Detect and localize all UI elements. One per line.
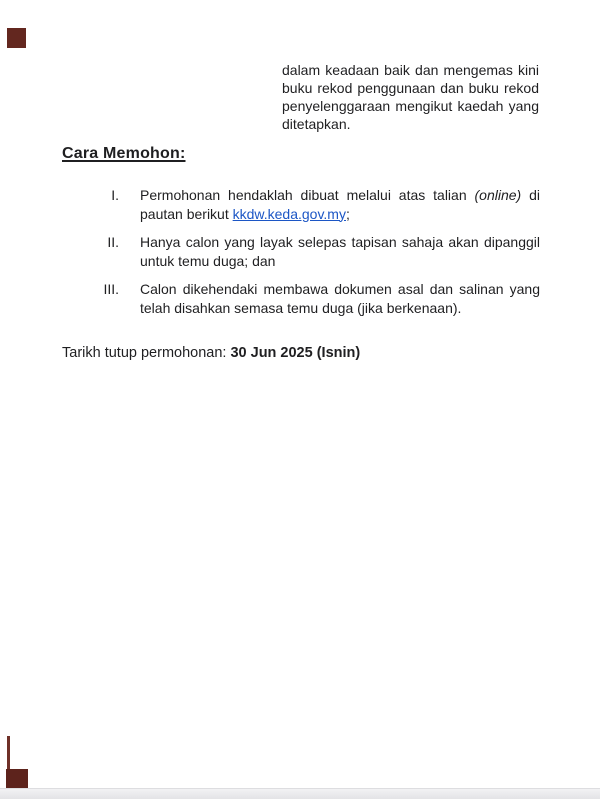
list-item — [95, 186, 540, 223]
item1-text-pre: Permohonan hendaklah dibuat melalui atas talian — [140, 187, 475, 203]
paragraph-line: penyelenggaraan mengikut kaedah yang — [282, 98, 539, 114]
section-heading: Cara Memohon: — [62, 145, 186, 162]
numbered-list — [95, 186, 540, 327]
closing-date-bold: 30 Jun 2025 (Isnin) — [230, 345, 361, 361]
list-item-text — [140, 186, 540, 223]
list-item-line — [140, 205, 540, 224]
kkdw-keda-link[interactable]: kkdw.keda.gov.my — [232, 205, 346, 222]
list-item-numeral: III. — [103, 281, 119, 297]
list-item-text — [140, 233, 540, 270]
paragraph-line: buku rekod penggunaan dan buku rekod — [282, 80, 539, 96]
list-item-numeral: II. — [107, 234, 119, 250]
list-item — [95, 280, 540, 317]
viewer-bottom-bar — [0, 788, 600, 799]
scan-artifact-top-left-mark — [7, 28, 26, 48]
item1-line2-pre: pautan berikut — [140, 205, 233, 222]
list-item-line: untuk temu duga; dan — [140, 252, 276, 269]
closing-label: Tarikh tutup permohonan: — [62, 345, 231, 361]
list-item — [95, 233, 540, 270]
item1-line2-post: ; — [345, 205, 350, 222]
list-item-line: Calon dikehendaki membawa dokumen asal dan salinan yang — [140, 281, 540, 297]
list-item-line: Hanya calon yang layak selepas tapisan sahaja akan dipanggil — [140, 234, 540, 250]
list-item-numeral: I. — [111, 187, 119, 203]
list-item-line: telah disahkan semasa temu duga (jika berkenaan). — [140, 299, 462, 316]
scan-artifact-left-edge-line — [7, 736, 10, 772]
paragraph-line: dalam keadaan baik dan mengemas kini — [282, 62, 539, 78]
continuation-paragraph — [282, 61, 539, 133]
item1-text-post: di — [521, 187, 540, 203]
item1-text-italic: (online) — [474, 187, 522, 203]
list-item-line — [140, 186, 540, 205]
list-item-text — [140, 280, 540, 317]
closing-date-line — [62, 344, 360, 362]
paragraph-line: ditetapkan. — [282, 116, 351, 132]
